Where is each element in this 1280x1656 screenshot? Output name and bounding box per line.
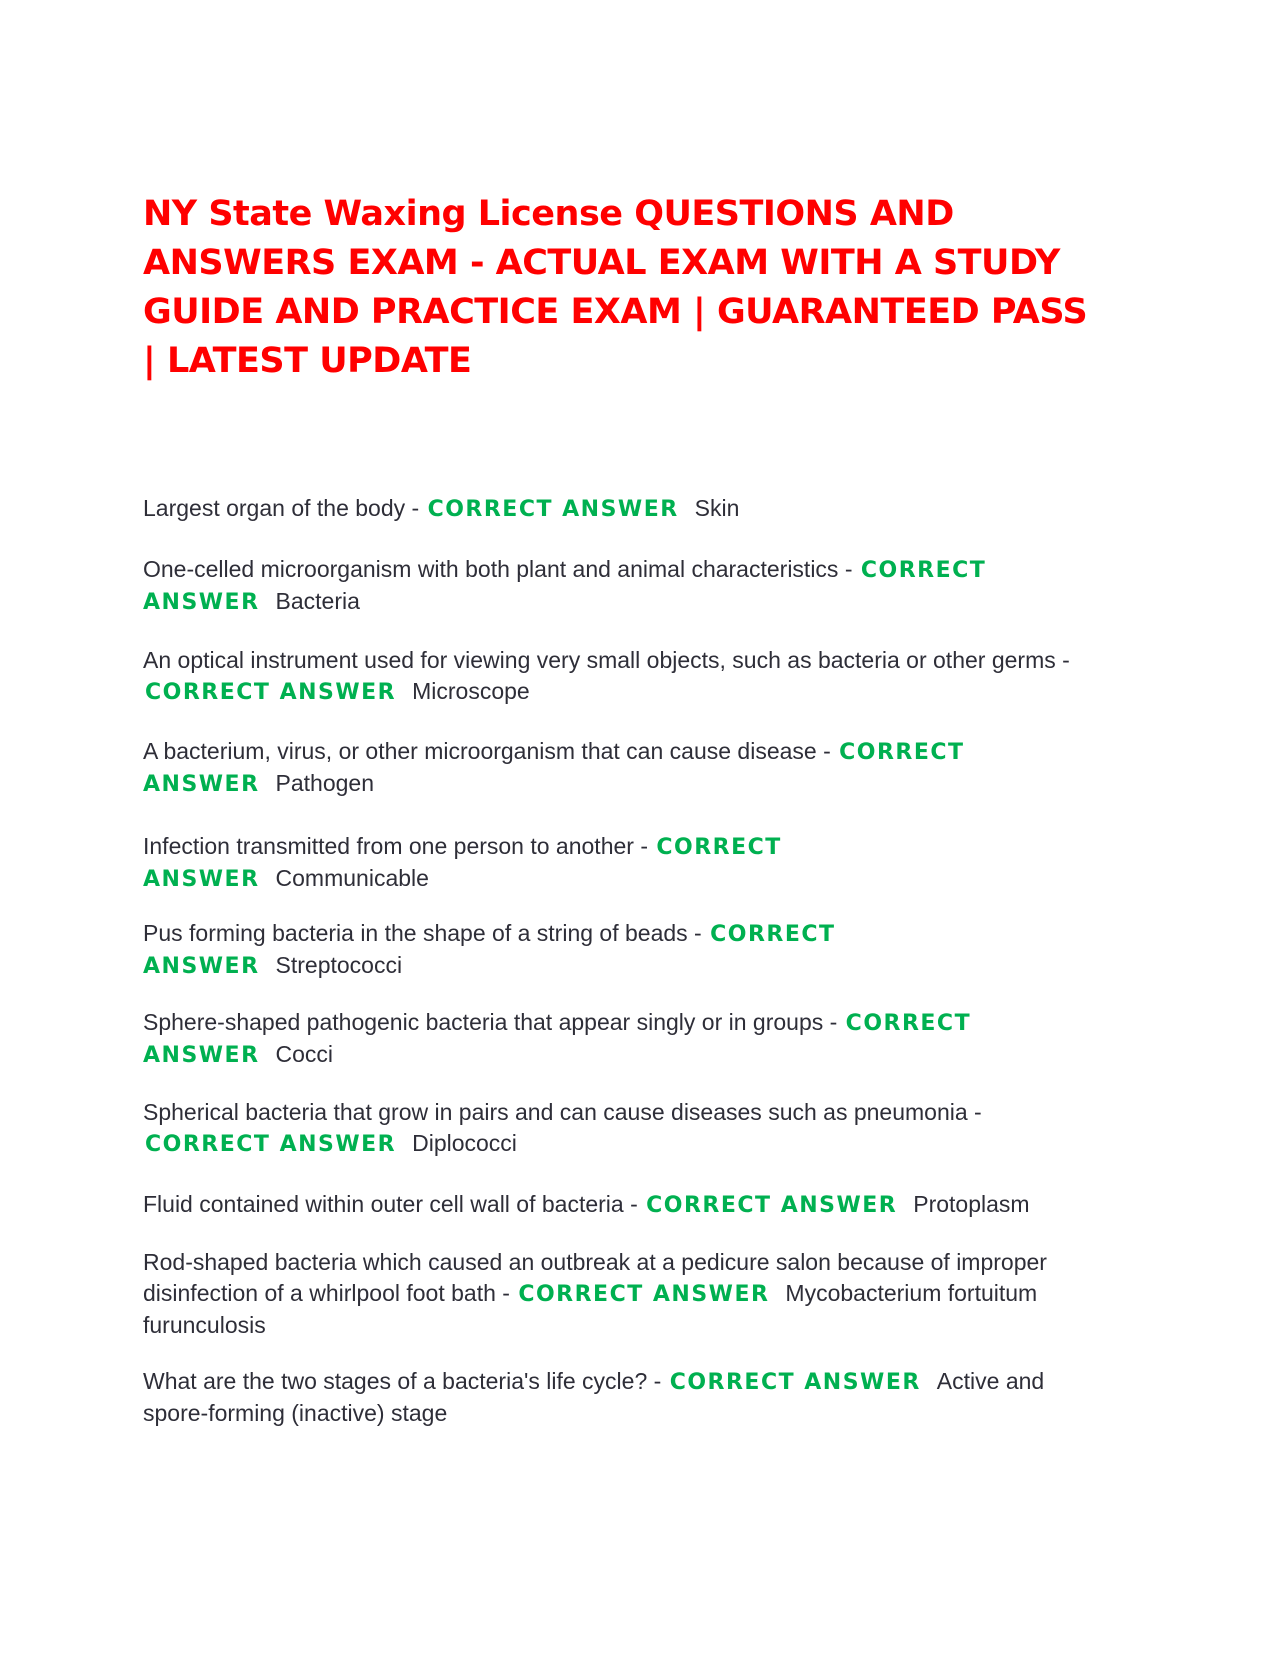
answer-text: Communicable [275, 865, 429, 891]
question-text: Sphere-shaped pathogenic bacteria that appear singly or in groups - [143, 1009, 838, 1035]
question-text: An optical instrument used for viewing very small objects, such as bacteria or other germs - [143, 647, 1070, 673]
qa-item [143, 831, 1073, 895]
qa-item [143, 736, 1073, 800]
question-text: Spherical bacteria that grow in pairs and can cause diseases such as pneumonia - [143, 1099, 982, 1125]
qa-item [143, 645, 1073, 708]
correct-answer-label: CORRECT ANSWER [143, 740, 965, 797]
correct-answer-label: CORRECT ANSWER [143, 922, 836, 979]
correct-answer-label: CORRECT ANSWER [143, 835, 782, 892]
question-text: Pus forming bacteria in the shape of a string of beads - [143, 920, 702, 946]
answer-text: Bacteria [275, 588, 360, 614]
answer-text: Cocci [275, 1041, 334, 1067]
correct-answer-label: CORRECT ANSWER [518, 1282, 770, 1307]
qa-item [143, 1247, 1073, 1341]
correct-answer-label: CORRECT ANSWER [143, 1011, 972, 1068]
qa-item [143, 493, 1073, 525]
question-text: A bacterium, virus, or other microorganism that can cause disease - [143, 738, 831, 764]
answer-text: Streptococci [275, 952, 403, 978]
answer-text: Protoplasm [913, 1191, 1030, 1217]
qa-item [143, 1097, 1073, 1160]
answer-text: Skin [694, 495, 740, 521]
answer-text: Microscope [412, 678, 530, 704]
qa-item [143, 554, 1073, 618]
question-text: Fluid contained within outer cell wall of bacteria - [143, 1191, 638, 1217]
question-text: Infection transmitted from one person to another - [143, 833, 648, 859]
question-text: What are the two stages of a bacteria's life cycle? - [143, 1368, 662, 1394]
answer-text: Mycobacterium fortuitum furunculosis [143, 1280, 1038, 1338]
document-title: NY State Waxing License QUESTIONS AND ANSWERS EXAM - ACTUAL EXAM WITH A STUDY GUIDE AND PRACTICE EXAM | GUARANTEED PASS | LATEST UPDATE [143, 194, 1088, 381]
answer-text: Active and spore-forming (inactive) stage [143, 1368, 1045, 1426]
question-text: Rod-shaped bacteria which caused an outbreak at a pedicure salon because of improper disinfection of a whirlpool foot bath - [143, 1249, 1047, 1306]
answer-text: Diplococci [412, 1130, 517, 1156]
qa-item [143, 918, 1073, 982]
question-text: One-celled microorganism with both plant and animal characteristics - [143, 556, 853, 582]
correct-answer-label: CORRECT ANSWER [145, 1132, 397, 1157]
qa-item [143, 1189, 1073, 1221]
correct-answer-label: CORRECT ANSWER [427, 497, 679, 522]
qa-item [143, 1007, 1073, 1071]
correct-answer-label: CORRECT ANSWER [669, 1370, 921, 1395]
qa-item [143, 1366, 1073, 1429]
question-text: Largest organ of the body - [143, 495, 420, 521]
correct-answer-label: CORRECT ANSWER [646, 1193, 898, 1218]
correct-answer-label: CORRECT ANSWER [145, 680, 397, 705]
correct-answer-label: CORRECT ANSWER [143, 558, 987, 615]
answer-text: Pathogen [275, 770, 375, 796]
